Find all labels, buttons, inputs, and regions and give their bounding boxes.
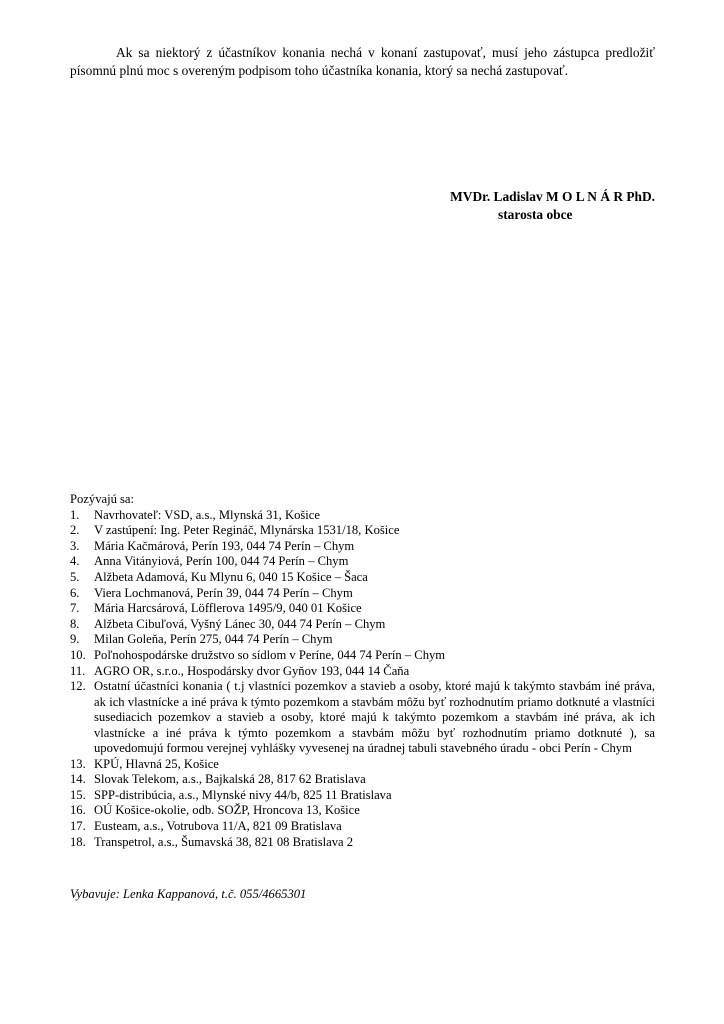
list-item-number: 5. [70,569,80,584]
list-item [70,554,655,570]
list-item-number: 15. [70,787,86,802]
list-item-text: Navrhovateľ: VSD, a.s., Mlynská 31, Košice [94,507,320,522]
list-item-number: 11. [70,663,86,678]
list-item-text: Alžbeta Cibuľová, Vyšný Lánec 30, 044 74 Perín – Chym [94,616,386,631]
invited-list [70,508,655,851]
list-item [70,772,655,788]
list-item-number: 4. [70,554,80,569]
list-item [70,664,655,680]
list-item-number: 3. [70,538,80,553]
list-item [70,539,655,555]
list-item [70,648,655,664]
list-item-text: Milan Goleňa, Perín 275, 044 74 Perín – Chym [94,632,333,647]
list-item-text: Anna Vitányiová, Perín 100, 044 74 Perín – Chym [94,554,349,569]
list-item [70,803,655,819]
list-item-text: AGRO OR, s.r.o., Hospodársky dvor Gyňov 193, 044 14 Čaňa [94,663,410,678]
list-item-number: 7. [70,601,80,616]
list-item-text: KPÚ, Hlavná 25, Košice [94,756,219,771]
list-item-number: 14. [70,772,86,787]
list-item-number: 18. [70,834,86,849]
list-item-text: Poľnohospodárske družstvo so sídlom v Períne, 044 74 Perín – Chym [94,647,446,662]
list-item-number: 10. [70,647,86,662]
list-item [70,632,655,648]
list-item-text: Slovak Telekom, a.s., Bajkalská 28, 817 62 Bratislava [94,772,366,787]
list-item-text: Viera Lochmanová, Perín 39, 044 74 Perín – Chym [94,585,353,600]
signatory-name: MVDr. Ladislav M O L N Á R PhD. [450,189,655,204]
list-item [70,617,655,633]
list-item-number: 2. [70,523,80,538]
signature-block [380,188,655,224]
list-item-number: 9. [70,632,80,647]
list-item-number: 13. [70,756,86,771]
intro-paragraph: Ak sa niektorý z účastníkov konania nechá v konaní zastupovať, musí jeho zástupca predložiť písomnú plnú moc s overeným podpisom toho účastníka konania, ktorý sa nechá zastupovať. [70,45,655,79]
list-item-number: 12. [70,679,86,694]
list-item [70,570,655,586]
list-item-text: Transpetrol, a.s., Šumavská 38, 821 08 Bratislava 2 [94,834,354,849]
list-item-text: Mária Harcsárová, Löfflerova 1495/9, 040 01 Košice [94,601,362,616]
list-item-number: 17. [70,819,86,833]
list-item-text: V zastúpení: Ing. Peter Regináč, Mlynárska 1531/18, Košice [94,523,400,538]
list-item [70,586,655,602]
list-item-number: 6. [70,585,80,600]
contact-line: Vybavuje: Lenka Kappanová, t.č. 055/4665301 [70,887,307,901]
list-item [70,679,655,757]
list-item [70,788,655,804]
list-item [70,523,655,539]
invited-section [70,492,655,850]
list-item [70,819,655,835]
list-item [70,757,655,773]
list-item-text: Mária Kačmárová, Perín 193, 044 74 Perín – Chym [94,538,355,553]
list-item-number: 8. [70,616,80,631]
list-item-text: OÚ Košice-okolie, odb. SOŽP, Hroncova 13, Košice [94,803,360,818]
list-item-text: Alžbeta Adamová, Ku Mlynu 6, 040 15 Košice – Šaca [94,569,368,584]
list-item-text: SPP-distribúcia, a.s., Mlynské nivy 44/b, 825 11 Bratislava [94,787,392,802]
list-item-number: 1. [70,507,80,522]
list-item-number: 16. [70,803,86,818]
list-item-text: Ostatní účastníci konania ( t.j vlastníci pozemkov a stavieb a osoby, ktoré majú k takýmto stavbám iné práva, ak ich vlastnícke a iné práva k týmto pozemkom a stavbám môžu byť rozhodnutím priamo dotknuté a vlastníci susediacich pozemkov a stavieb a osoby, ktoré majú k takýmto pozemkom a stavbám iné práva, ak ich vlastnícke a iné práva k týmto pozemkom a stavbám môžu byť rozhodnutím priamo dotknuté ), sa upovedomujú formou verejnej vyhlášky vyvesenej na úradnej tabuli stavebného úradu - obci Perín - Chym [94,679,655,756]
list-item [70,508,655,524]
invited-heading: Pozývajú sa: [70,492,135,506]
list-item-text: Eusteam, a.s., Votrubova 11/A, 821 09 Bratislava [94,819,342,833]
list-item [70,601,655,617]
list-item [70,835,655,851]
signatory-title: starosta obce [498,207,573,222]
